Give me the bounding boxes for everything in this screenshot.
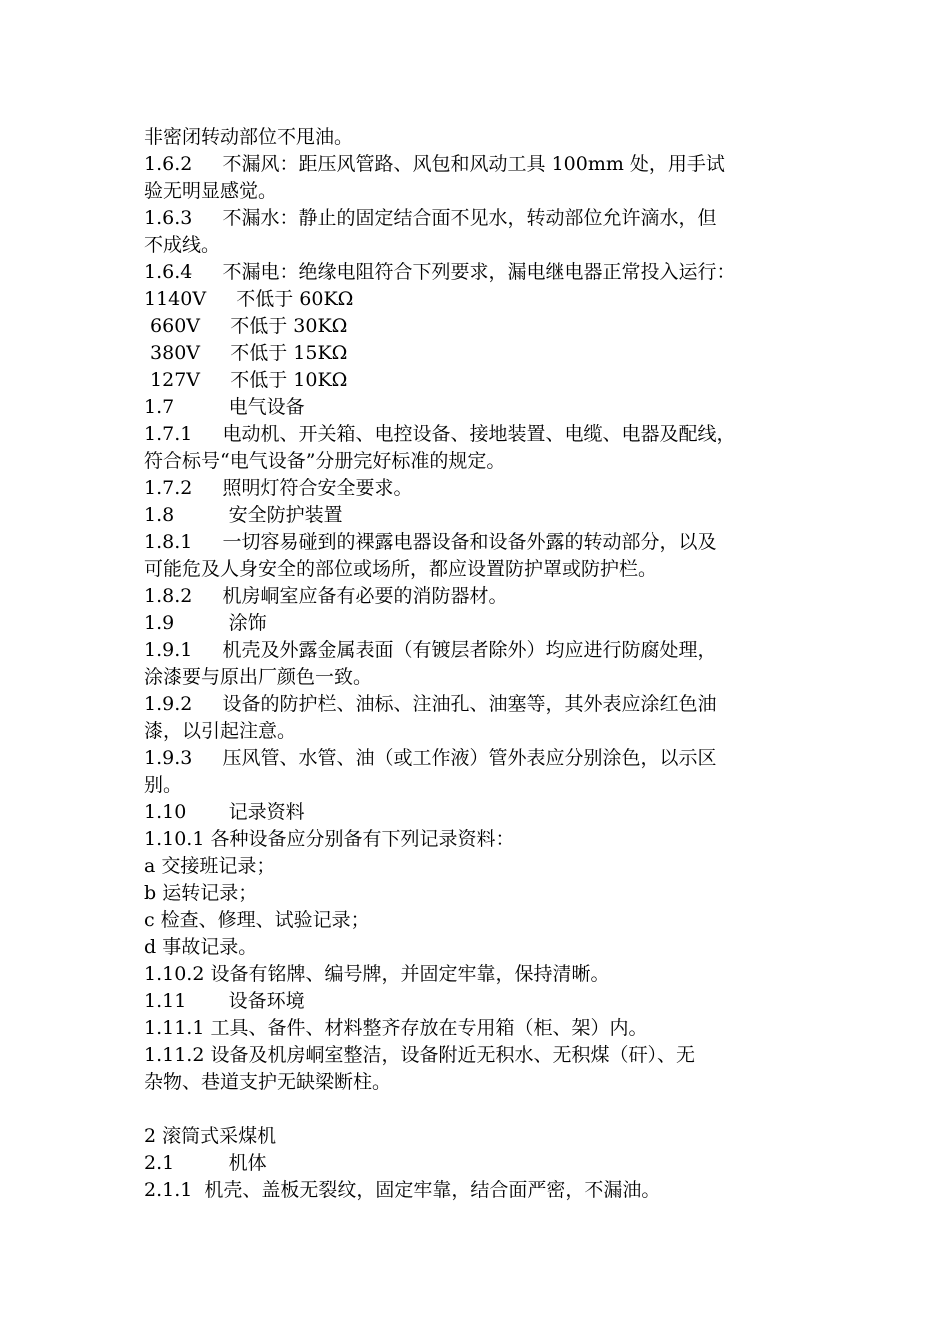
voltage-row-127: 127V 不低于 10KΩ bbox=[144, 369, 348, 391]
section-1-8-2: 1.8.2 机房峒室应备有必要的消防器材。 bbox=[144, 585, 508, 607]
text-line: 符合标号“电气设备”分册完好标准的规定。 bbox=[144, 450, 506, 472]
text-line: 别。 bbox=[144, 774, 183, 796]
text-line: 漆，以引起注意。 bbox=[144, 720, 297, 742]
section-1-6-2: 1.6.2 不漏风：距压风管路、风包和风动工具 100mm 处，用手试 bbox=[144, 153, 725, 175]
section-1-9-3: 1.9.3 压风管、水管、油（或工作液）管外表应分别涂色，以示区 bbox=[144, 747, 717, 769]
blank-line bbox=[144, 1096, 814, 1123]
section-1-6-3: 1.6.3 不漏水：静止的固定结合面不见水，转动部位允许滴水，但 bbox=[144, 207, 717, 229]
section-1-9-2: 1.9.2 设备的防护栏、油标、注油孔、油塞等，其外表应涂红色油 bbox=[144, 693, 717, 715]
text-line: 验无明显感觉。 bbox=[144, 180, 278, 202]
voltage-row-380: 380V 不低于 15KΩ bbox=[144, 342, 348, 364]
section-1-8-1: 1.8.1 一切容易碰到的裸露电器设备和设备外露的转动部分，以及 bbox=[144, 531, 717, 553]
section-heading-1-11: 1.11 设备环境 bbox=[144, 990, 305, 1012]
section-1-7-1: 1.7.1 电动机、开关箱、电控设备、接地装置、电缆、电器及配线， bbox=[144, 423, 736, 445]
text-line: 可能危及人身安全的部位或场所，都应设置防护罩或防护栏。 bbox=[144, 558, 658, 580]
voltage-row-1140: 1140V 不低于 60KΩ bbox=[144, 288, 354, 310]
section-1-11-1: 1.11.1 工具、备件、材料整齐存放在专用箱（柜、架）内。 bbox=[144, 1017, 648, 1039]
text-line: 涂漆要与原出厂颜色一致。 bbox=[144, 666, 373, 688]
text-line: 非密闭转动部位不甩油。 bbox=[144, 126, 354, 148]
document-body bbox=[144, 124, 814, 1204]
section-1-10-1: 1.10.1 各种设备应分别备有下列记录资料： bbox=[144, 828, 515, 850]
text-line: 杂物、巷道支护无缺梁断柱。 bbox=[144, 1071, 392, 1093]
section-2-1-1: 2.1.1 机壳、盖板无裂纹，固定牢靠，结合面严密，不漏油。 bbox=[144, 1179, 661, 1201]
section-1-6-4: 1.6.4 不漏电：绝缘电阻符合下列要求，漏电继电器正常投入运行： bbox=[144, 261, 736, 283]
list-item: c 检查、修理、试验记录； bbox=[144, 909, 370, 931]
chapter-heading-2: 2 滚筒式采煤机 bbox=[144, 1125, 277, 1147]
section-1-9-1: 1.9.1 机壳及外露金属表面（有镀层者除外）均应进行防腐处理， bbox=[144, 639, 717, 661]
section-1-7-2: 1.7.2 照明灯符合安全要求。 bbox=[144, 477, 413, 499]
list-item: a 交接班记录； bbox=[144, 855, 276, 877]
list-item: b 运转记录； bbox=[144, 882, 258, 904]
section-heading-1-7: 1.7 电气设备 bbox=[144, 396, 305, 418]
section-1-10-2: 1.10.2 设备有铭牌、编号牌，并固定牢靠，保持清晰。 bbox=[144, 963, 610, 985]
text-line: 不成线。 bbox=[144, 234, 221, 256]
section-heading-1-8: 1.8 安全防护装置 bbox=[144, 504, 343, 526]
section-heading-2-1: 2.1 机体 bbox=[144, 1152, 267, 1174]
section-heading-1-10: 1.10 记录资料 bbox=[144, 801, 305, 823]
section-heading-1-9: 1.9 涂饰 bbox=[144, 612, 267, 634]
voltage-row-660: 660V 不低于 30KΩ bbox=[144, 315, 348, 337]
section-1-11-2: 1.11.2 设备及机房峒室整洁，设备附近无积水、无积煤（矸）、无 bbox=[144, 1044, 695, 1066]
list-item: d 事故记录。 bbox=[144, 936, 258, 958]
